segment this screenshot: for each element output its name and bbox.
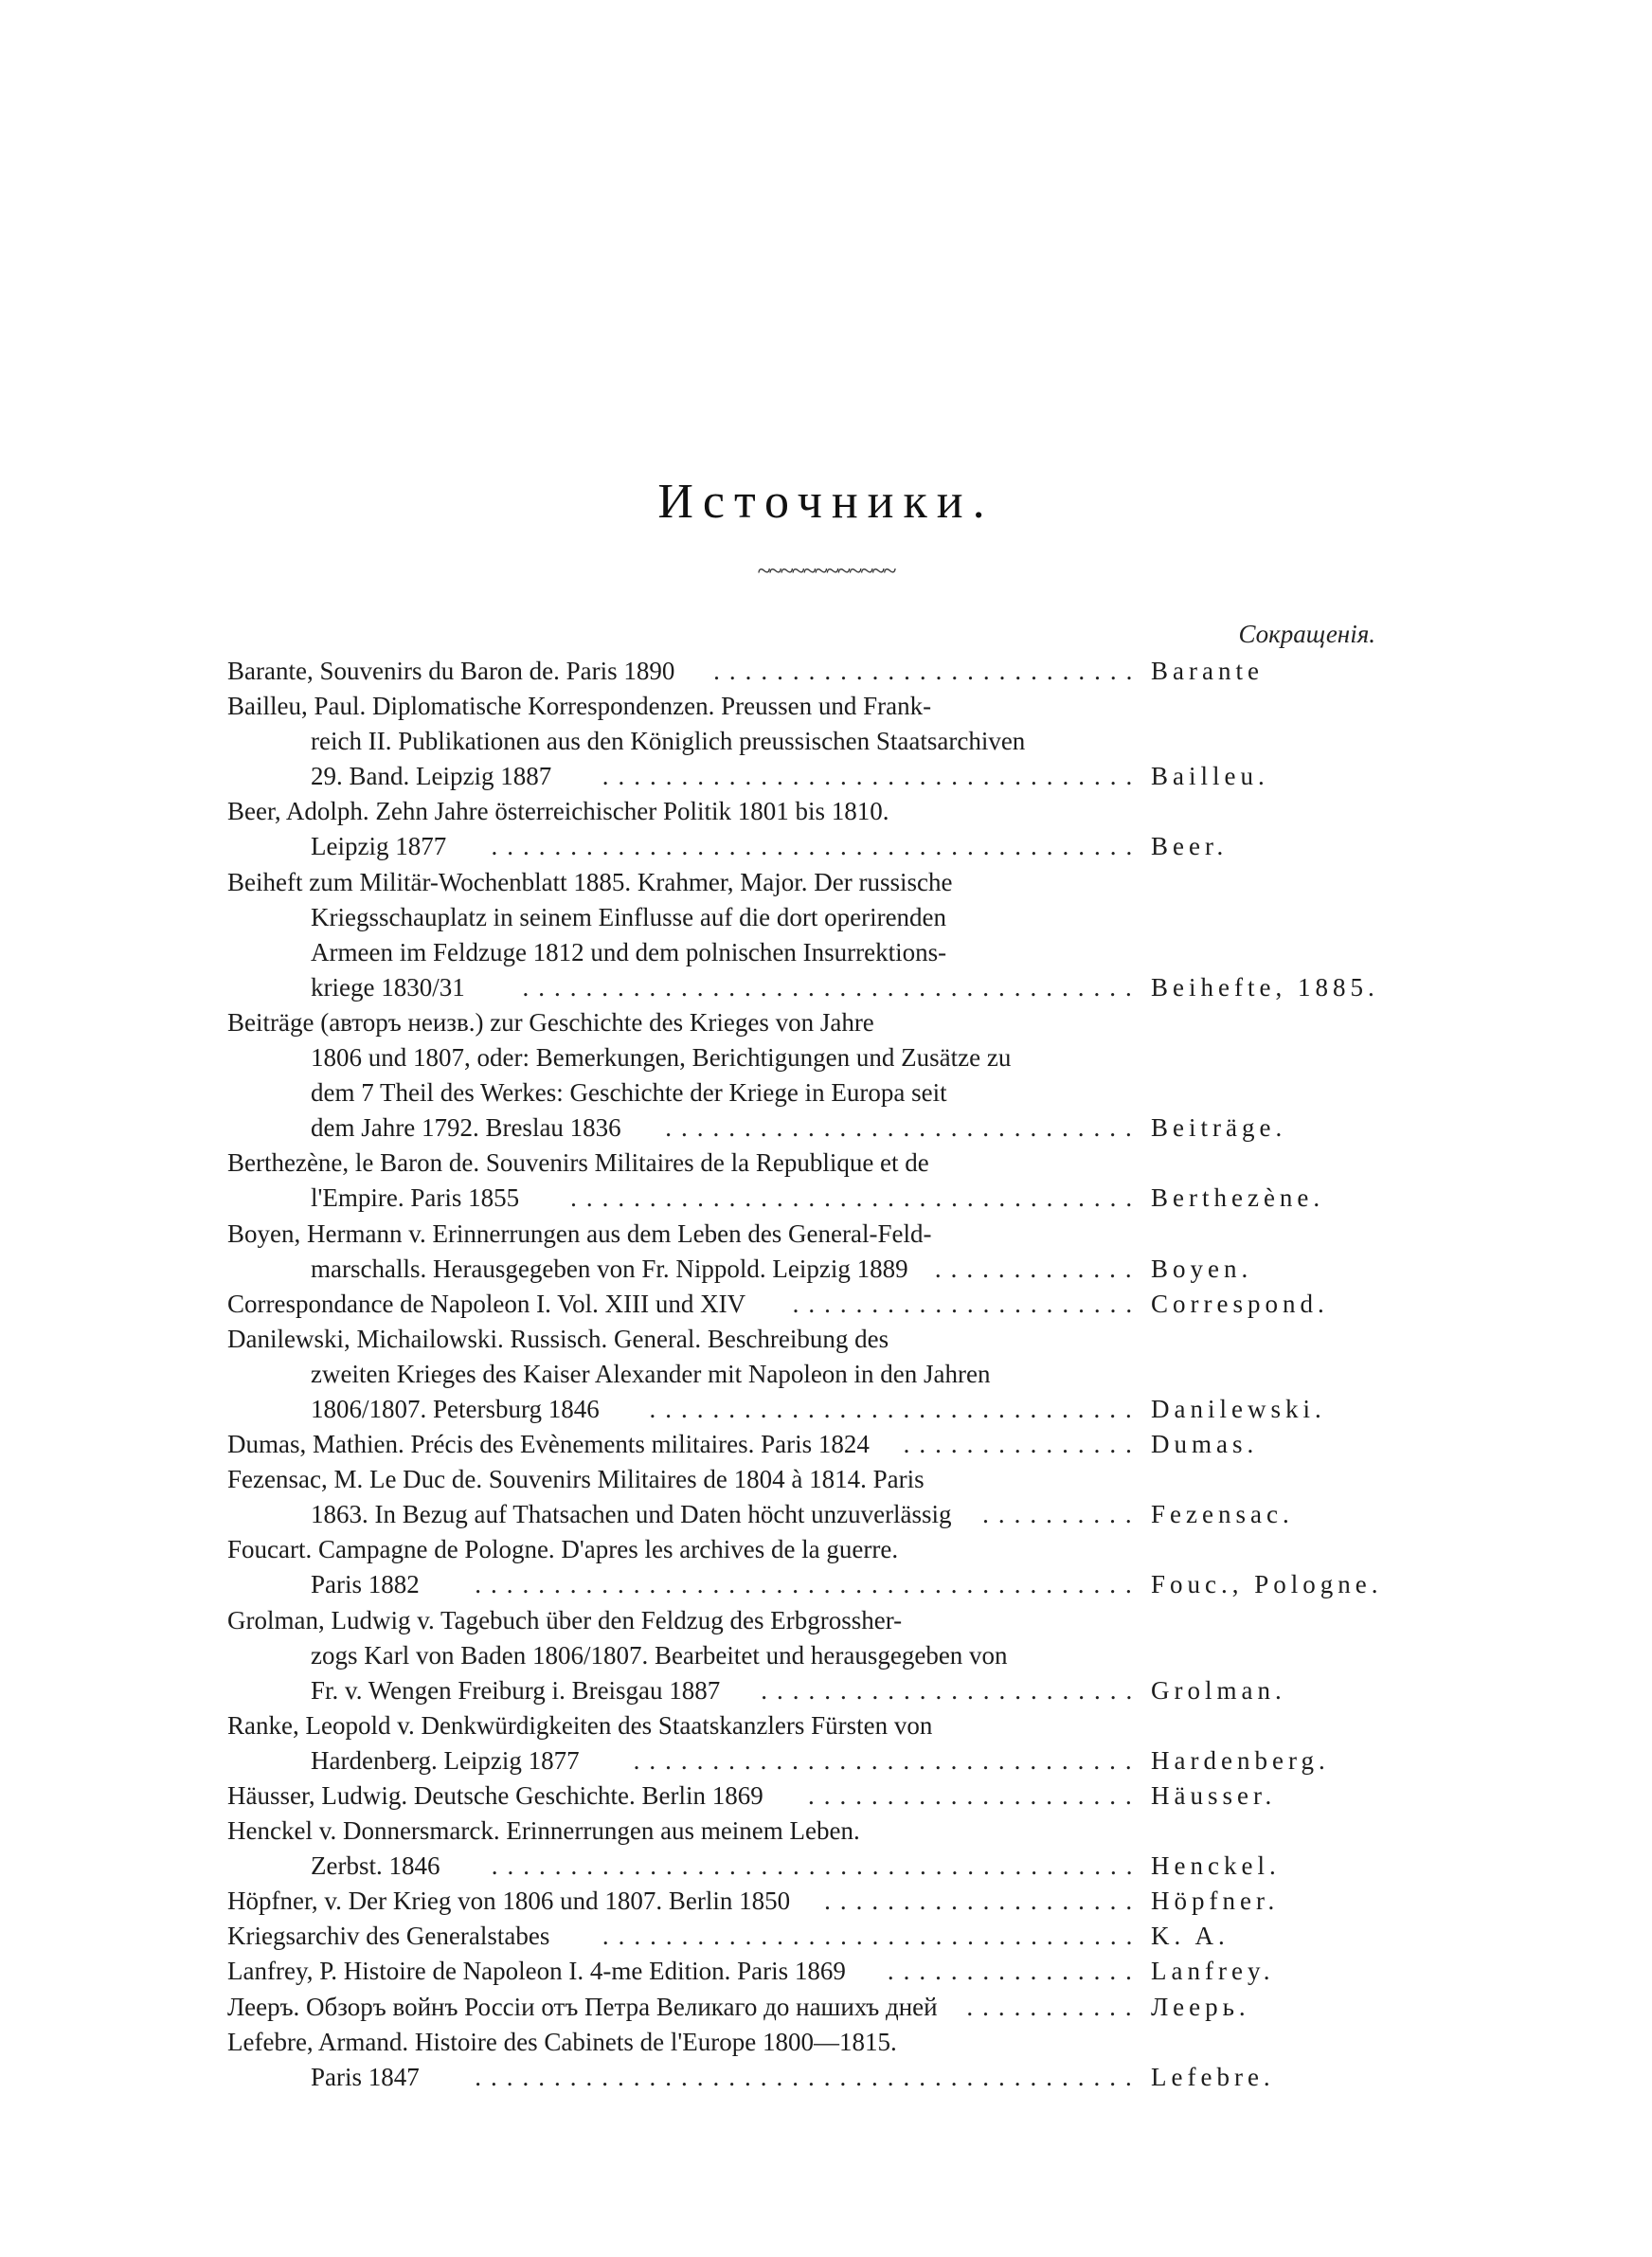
source-entry-last-line — [227, 970, 1430, 1005]
leader-dots: ........................... — [713, 657, 1142, 685]
source-text: 29. Band. Leipzig 1887 — [311, 762, 552, 791]
source-entry-line — [227, 1146, 1430, 1181]
source-entry-last-line — [227, 1567, 1430, 1602]
source-text: reich II. Publikationen aus den Königlich preussischen Staatsarchiven — [311, 727, 1026, 756]
leader-dots: .......... — [982, 1500, 1141, 1529]
source-entry-line — [227, 1322, 1430, 1357]
source-text: 1806/1807. Petersburg 1846 — [311, 1394, 600, 1423]
source-text: Beer, Adolph. Zehn Jahre österreichischer Politik 1801 bis 1810. — [227, 797, 889, 826]
source-abbreviation: Berthezène. — [1151, 1183, 1325, 1213]
source-entry-line — [227, 1075, 1430, 1110]
source-text: Bailleu, Paul. Diplomatische Korrespondenzen. Preussen und Frank- — [227, 692, 932, 721]
source-entry-line — [227, 1814, 1430, 1849]
source-entry-line — [227, 1708, 1430, 1743]
source-text: Hardenberg. Leipzig 1877 — [311, 1745, 580, 1775]
source-entry — [227, 1217, 1430, 1287]
source-text: Lefebre, Armand. Histoire des Cabinets de l'Europe 1800—1815. — [227, 2027, 897, 2056]
source-abbreviation: Häusser. — [1151, 1781, 1277, 1810]
source-text: Foucart. Campagne de Pologne. D'apres les archives de la guerre. — [227, 1535, 899, 1564]
source-entry-line — [227, 1005, 1430, 1040]
source-text: kriege 1830/31 — [311, 972, 465, 1002]
source-entry — [227, 1322, 1430, 1427]
source-entry-line — [227, 794, 1430, 829]
source-entry — [227, 654, 1430, 689]
source-text: Zerbst. 1846 — [311, 1851, 440, 1881]
source-abbreviation: Boyen. — [1151, 1254, 1253, 1283]
source-abbreviation: Леерь. — [1151, 1992, 1250, 2021]
leader-dots: ....................................... — [522, 972, 1141, 1002]
leader-dots: ............... — [903, 1430, 1141, 1459]
title-ornament: ~~~~~~~~~~~~ — [757, 557, 895, 585]
source-abbreviation: Beiträge. — [1151, 1113, 1287, 1143]
source-entry-last-line — [227, 829, 1430, 864]
source-entry — [227, 1532, 1430, 1602]
source-text: Lanfrey, P. Histoire de Napoleon I. 4-me Edition. Paris 1869 — [227, 1957, 846, 1986]
source-entry-last-line — [227, 1849, 1430, 1884]
source-entry-last-line — [227, 1743, 1430, 1779]
leader-dots: .................... — [824, 1887, 1142, 1916]
source-text: Paris 1882 — [311, 1570, 420, 1599]
leader-dots: .................................. — [602, 1922, 1142, 1951]
leader-dots: ................................ — [633, 1745, 1141, 1775]
source-text: Лееръ. Обзоръ войнъ Россіи отъ Петра Великаго до нашихъ дней — [227, 1992, 938, 2021]
source-text: Leipzig 1877 — [311, 832, 447, 861]
source-text: marschalls. Herausgegeben von Fr. Nippold. Leipzig 1889 — [311, 1254, 908, 1283]
source-entry-line — [227, 900, 1430, 935]
page-title: Источники. — [657, 475, 995, 529]
leader-dots: ......................................... — [491, 1851, 1142, 1881]
source-text: Paris 1847 — [311, 2062, 420, 2091]
source-abbreviation: Höpfner. — [1151, 1887, 1280, 1916]
leader-dots: ................ — [887, 1957, 1141, 1986]
source-abbreviation: Beihefte, 1885. — [1151, 972, 1379, 1002]
source-text: Beiträge (авторъ неизв.) zur Geschichte des Krieges von Jahre — [227, 1007, 874, 1037]
source-entry — [227, 689, 1430, 794]
source-entry-line — [227, 1638, 1430, 1673]
source-entry-line — [227, 1532, 1430, 1567]
leader-dots: ......................................... — [491, 832, 1142, 861]
source-entry-last-line — [227, 1497, 1430, 1532]
leader-dots: ..................... — [808, 1781, 1141, 1810]
leader-dots: ............................... — [649, 1394, 1141, 1423]
source-text: Fezensac, M. Le Duc de. Souvenirs Militaires de 1804 à 1814. Paris — [227, 1465, 925, 1494]
source-entry-line — [227, 935, 1430, 970]
source-text: Henckel v. Donnersmarck. Erinnerrungen aus meinem Leben. — [227, 1816, 860, 1846]
source-text: dem Jahre 1792. Breslau 1836 — [311, 1113, 621, 1143]
source-abbreviation: Bailleu. — [1151, 762, 1269, 791]
source-entry — [227, 1603, 1430, 1708]
source-abbreviation: Danilewski. — [1151, 1394, 1326, 1423]
source-abbreviation: K. A. — [1151, 1922, 1230, 1951]
source-entry — [227, 1779, 1430, 1814]
source-abbreviation: Lefebre. — [1151, 2062, 1275, 2091]
source-abbreviation: Correspond. — [1151, 1289, 1329, 1318]
source-entry — [227, 1814, 1430, 1884]
source-entry — [227, 1919, 1430, 1954]
leader-dots: ............. — [934, 1254, 1141, 1283]
source-text: Boyen, Hermann v. Erinnerrungen aus dem Leben des General-Feld- — [227, 1219, 932, 1248]
source-entry-last-line — [227, 1252, 1430, 1287]
source-entry-line — [227, 1603, 1430, 1638]
source-text: Häusser, Ludwig. Deutsche Geschichte. Berlin 1869 — [227, 1781, 763, 1810]
source-text: Kriegsarchiv des Generalstabes — [227, 1922, 550, 1951]
leader-dots: .............................. — [665, 1113, 1141, 1143]
source-text: 1863. In Bezug auf Thatsachen und Daten höcht unzuverlässig — [311, 1500, 952, 1529]
leader-dots: .................................. — [602, 762, 1142, 791]
source-text: Fr. v. Wengen Freiburg i. Breisgau 1887 — [311, 1675, 721, 1705]
source-entry-last-line — [227, 1673, 1430, 1708]
source-text: Danilewski, Michailowski. Russisch. General. Beschreibung des — [227, 1324, 889, 1353]
source-entry-last-line — [227, 654, 1430, 689]
source-entry — [227, 1427, 1430, 1462]
source-entry-last-line — [227, 1954, 1430, 1989]
source-text: Beiheft zum Militär-Wochenblatt 1885. Krahmer, Major. Der russische — [227, 867, 953, 896]
source-entry-last-line — [227, 2060, 1430, 2095]
source-text: Correspondance de Napoleon I. Vol. XIII und XIV — [227, 1289, 746, 1318]
source-abbreviation: Henckel. — [1151, 1851, 1281, 1881]
source-entry — [227, 1708, 1430, 1779]
source-abbreviation: Fezensac. — [1151, 1500, 1294, 1529]
source-entry-line — [227, 1217, 1430, 1252]
source-text: Höpfner, v. Der Krieg von 1806 und 1807. Berlin 1850 — [227, 1887, 791, 1916]
source-text: Barante, Souvenirs du Baron de. Paris 1890 — [227, 657, 675, 685]
source-entry — [227, 2025, 1430, 2095]
leader-dots: .......................................... — [475, 2062, 1141, 2091]
source-text: Dumas, Mathien. Précis des Evènements militaires. Paris 1824 — [227, 1430, 870, 1459]
source-abbreviation: Beer. — [1151, 832, 1229, 861]
source-entry-last-line — [227, 1287, 1430, 1322]
source-text: Armeen im Feldzuge 1812 und dem polnischen Insurrektions- — [311, 937, 947, 966]
source-abbreviation: Grolman. — [1151, 1675, 1286, 1705]
source-entry-line — [227, 724, 1430, 759]
source-entry-line — [227, 1462, 1430, 1497]
source-entry-line — [227, 689, 1430, 724]
source-abbreviation: Fouc., Pologne. — [1151, 1570, 1383, 1599]
source-entry — [227, 1005, 1430, 1146]
leader-dots: ...................... — [792, 1289, 1142, 1318]
source-entry-line — [227, 1040, 1430, 1075]
source-abbreviation: Barante — [1151, 657, 1264, 685]
source-text: zweiten Krieges des Kaiser Alexander mit Napoleon in den Jahren — [311, 1359, 991, 1388]
source-entry — [227, 1287, 1430, 1322]
sources-list — [227, 654, 1430, 2095]
source-text: Ranke, Leopold v. Denkwürdigkeiten des Staatskanzlers Fürsten von — [227, 1710, 933, 1740]
source-abbreviation: Hardenberg. — [1151, 1745, 1330, 1775]
source-entry-last-line — [227, 759, 1430, 794]
source-entry-last-line — [227, 1779, 1430, 1814]
source-entry-line — [227, 2025, 1430, 2060]
source-text: zogs Karl von Baden 1806/1807. Bearbeitet und herausgegeben von — [311, 1640, 1008, 1670]
abbreviations-header: Сокращенія. — [1238, 620, 1375, 648]
source-text: Kriegsschauplatz in seinem Einflusse auf die dort operirenden — [311, 902, 947, 931]
source-abbreviation: Lanfrey. — [1151, 1957, 1275, 1986]
leader-dots: ........................ — [761, 1675, 1142, 1705]
source-text: 1806 und 1807, oder: Bemerkungen, Berichtigungen und Zusätze zu — [311, 1043, 1012, 1073]
source-entry-last-line — [227, 1990, 1430, 2025]
source-entry-line — [227, 865, 1430, 900]
source-entry — [227, 1462, 1430, 1532]
source-entry — [227, 865, 1430, 1005]
source-text: dem 7 Theil des Werkes: Geschichte der Kriege in Europa seit — [311, 1078, 947, 1108]
leader-dots: .................................... — [570, 1183, 1142, 1213]
source-entry-last-line — [227, 1884, 1430, 1919]
source-entry — [227, 1954, 1430, 1989]
source-text: l'Empire. Paris 1855 — [311, 1183, 520, 1213]
source-text: Grolman, Ludwig v. Tagebuch über den Feldzug des Erbgrossher- — [227, 1605, 903, 1634]
source-entry — [227, 1884, 1430, 1919]
source-entry — [227, 1146, 1430, 1216]
source-abbreviation: Dumas. — [1151, 1430, 1259, 1459]
leader-dots: ........... — [966, 1992, 1141, 2021]
source-entry-last-line — [227, 1919, 1430, 1954]
source-entry — [227, 1990, 1430, 2025]
source-entry — [227, 794, 1430, 864]
source-entry-last-line — [227, 1427, 1430, 1462]
leader-dots: .......................................... — [475, 1570, 1141, 1599]
source-entry-last-line — [227, 1181, 1430, 1216]
source-entry-line — [227, 1357, 1430, 1392]
source-entry-last-line — [227, 1110, 1430, 1146]
source-text: Berthezène, le Baron de. Souvenirs Militaires de la Republique et de — [227, 1148, 929, 1178]
source-entry-last-line — [227, 1392, 1430, 1427]
